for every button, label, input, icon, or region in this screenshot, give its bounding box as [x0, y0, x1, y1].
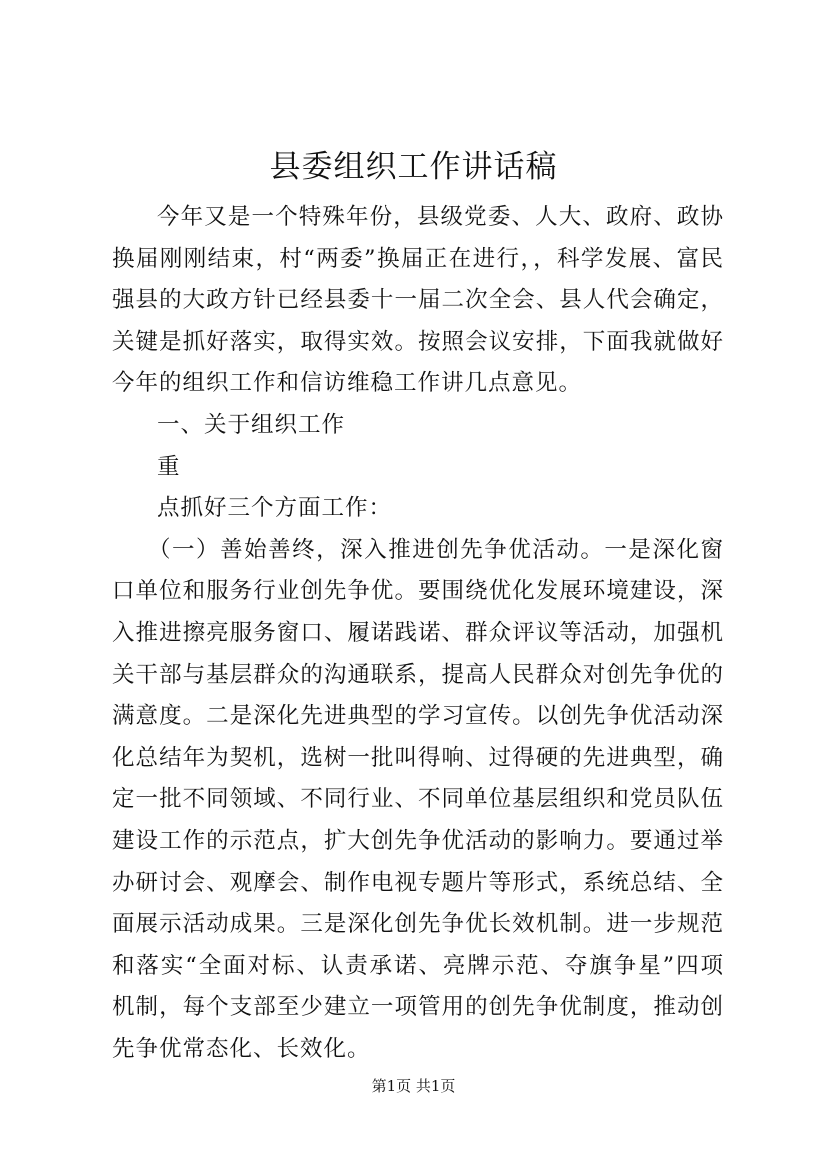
page-footer: 第1页 共1页 — [371, 1077, 456, 1095]
paragraph-intro: 今年又是一个特殊年份，县级党委、人大、政府、政协换届刚刚结束，村“两委”换届正在进行，，科学发展、富民强县的大政方针已经县委十一届二次全会、县人代会确定，关键是抓好落实，取得实效。按照会议安排，下面我就做好今年的组织工作和信访维稳工作讲几点意见。 — [112, 204, 724, 397]
paragraph-item-1: （一）善始善终，深入推进创先争优活动。一是深化窗口单位和服务行业创先争优。要围绕优化发展环境建设，深入推进擦亮服务窗口、履诺践诺、群众评议等活动，加强机关干部与基层群众的沟通联系，提高人民群众对创先争优的满意度。二是深化先进典型的学习宣传。以创先争优活动深化总结年为契机，选树一批叫得响、过得硬的先进典型，确定一批不同领域、不同行业、不同单位基层组织和党员队伍建设工作的示范点，扩大创先争优活动的影响力。要通过举办研讨会、观摩会、制作电视专题片等形式，系统总结、全面展示活动成果。三是深化创先争优长效机制。进一步规范和落实“全面对标、认责承诺、亮牌示范、夺旗争星”四项机制，每个支部至少建立一项管用的创先争优制度，推动创先争优常态化、长效化。 — [112, 536, 724, 1062]
document-title: 县委组织工作讲话稿 — [269, 149, 558, 185]
paragraph-lead: 点抓好三个方面工作： — [157, 495, 393, 522]
document-body — [112, 197, 724, 1070]
section-heading: 一、关于组织工作 — [157, 411, 346, 438]
paragraph-fragment: 重 — [157, 453, 181, 480]
